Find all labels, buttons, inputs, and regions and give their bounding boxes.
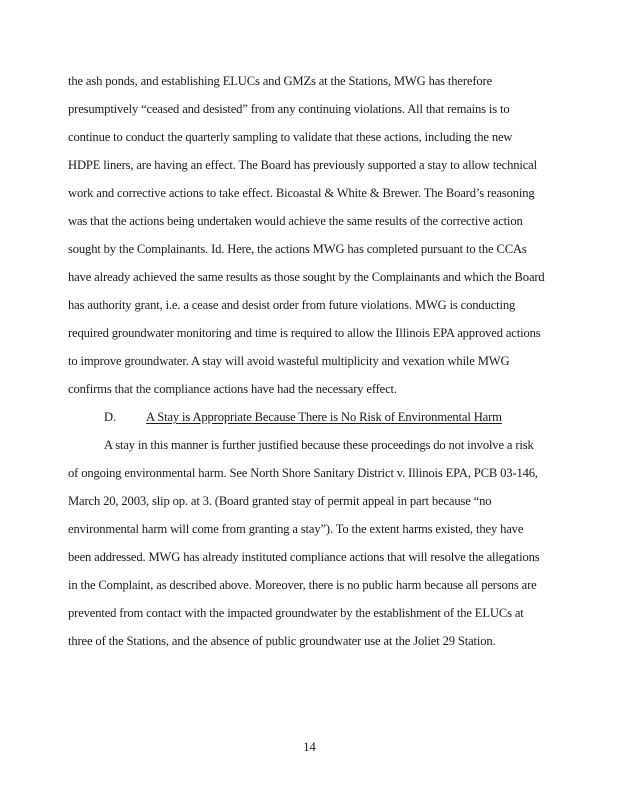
body-text-line: has authority grant, i.e. a cease and desist order from future violations. MWG is conducting xyxy=(68,298,516,312)
body-text-line: March 20, 2003, slip op. at 3. (Board granted stay of permit appeal in part because “no xyxy=(68,494,492,508)
body-text-line: prevented from contact with the impacted groundwater by the establishment of the ELUCs at xyxy=(68,606,524,620)
body-text-line: sought by the Complainants. Id. Here, the actions MWG has completed pursuant to the CCAs xyxy=(68,242,527,256)
page-number: 14 xyxy=(303,740,316,754)
section-heading xyxy=(146,409,502,425)
body-text-line: required groundwater monitoring and time is required to allow the Illinois EPA approved actions xyxy=(68,326,541,340)
body-text-line: been addressed. MWG has already instituted compliance actions that will resolve the allegations xyxy=(68,550,540,564)
body-text-line: continue to conduct the quarterly sampling to validate that these actions, including the new xyxy=(68,130,513,144)
body-text-line: confirms that the compliance actions have had the necessary effect. xyxy=(68,382,397,396)
body-text-line: A stay in this manner is further justified because these proceedings do not involve a risk xyxy=(104,438,534,452)
body-text-line: of ongoing environmental harm. See North Shore Sanitary District v. Illinois EPA, PCB 03-146, xyxy=(68,466,538,480)
section-heading-text: A Stay is Appropriate Because There is No Risk of Environmental Harm xyxy=(146,410,502,424)
body-text-line: have already achieved the same results as those sought by the Complainants and which the Board xyxy=(68,270,545,284)
body-text-line: to improve groundwater. A stay will avoid wasteful multiplicity and vexation while MWG xyxy=(68,354,510,368)
body-text-line: work and corrective actions to take effect. Bicoastal & White & Brewer. The Board’s reasoning xyxy=(68,186,535,200)
body-text-line: was that the actions being undertaken would achieve the same results of the corrective action xyxy=(68,214,523,228)
body-text-line: HDPE liners, are having an effect. The Board has previously supported a stay to allow technical xyxy=(68,158,537,172)
section-marker: D. xyxy=(104,410,116,424)
body-text-line: environmental harm will come from granting a stay”). To the extent harms existed, they have xyxy=(68,522,524,536)
body-text-line: in the Complaint, as described above. Moreover, there is no public harm because all persons are xyxy=(68,578,537,592)
body-text-line: presumptively “ceased and desisted” from any continuing violations. All that remains is to xyxy=(68,102,510,116)
body-text-line: three of the Stations, and the absence of public groundwater use at the Joliet 29 Station. xyxy=(68,634,496,648)
body-text-line: the ash ponds, and establishing ELUCs and GMZs at the Stations, MWG has therefore xyxy=(68,74,493,88)
